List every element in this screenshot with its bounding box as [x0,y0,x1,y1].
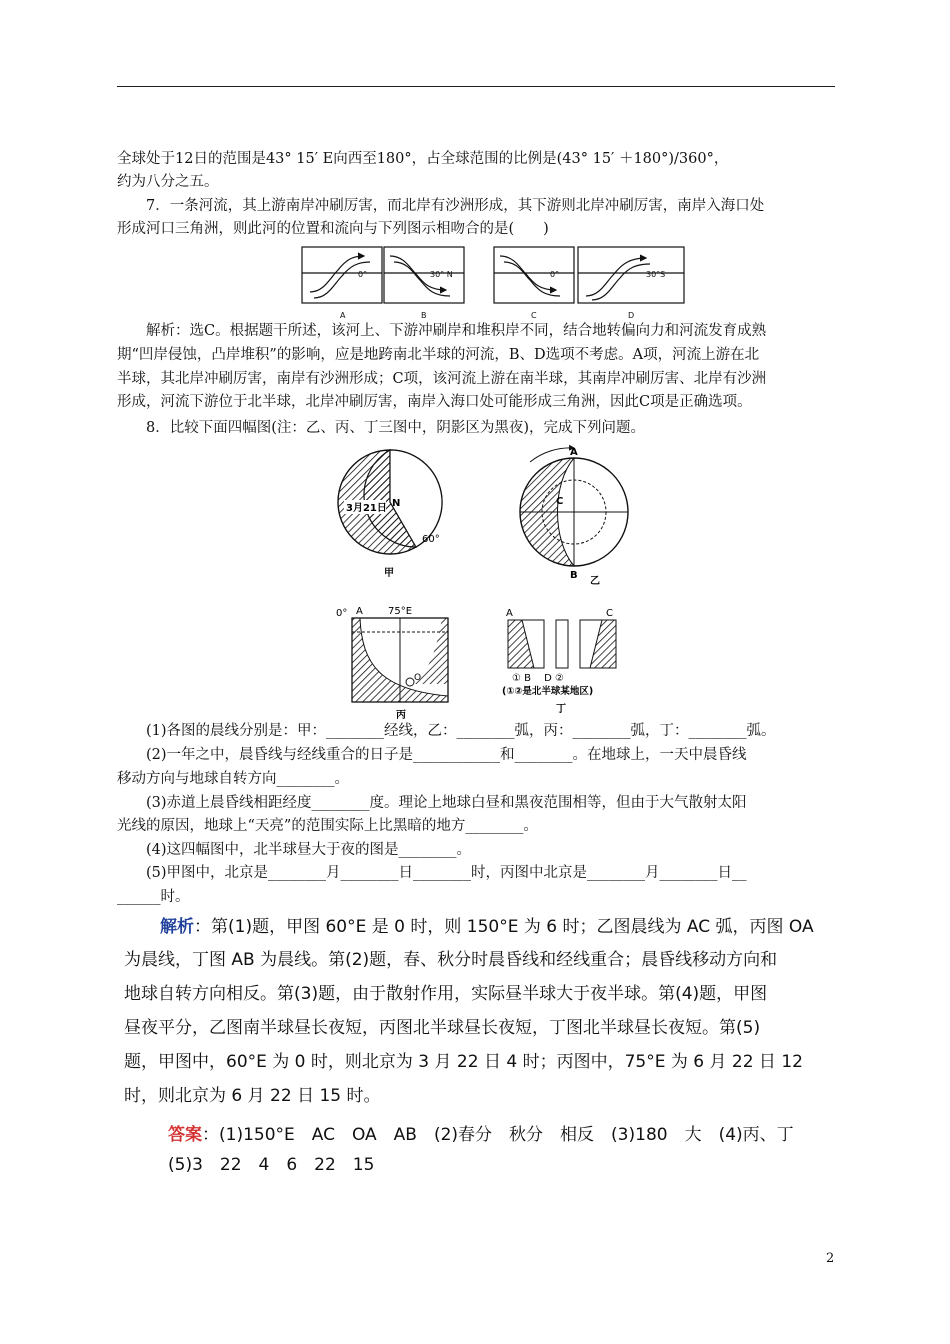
analysis-label: 解析 [160,917,194,937]
panel-c-frame [494,247,574,303]
ding-c: C [606,608,613,619]
analysis-line-1: 解析：第(1)题，甲图 60°E 是 0 时，则 150°E 为 6 时；乙图晨线为 AC 弧，丙图 OA [160,917,814,937]
sub-question-3-cont: 光线的原因，地球上“天亮”的范围实际上比黑暗的地方________。 [117,818,538,834]
panel-a-frame [302,247,382,303]
panel-a-letter: A [340,311,346,320]
yi-top: A [570,447,578,458]
question-8: 8．比较下面四幅图(注：乙、丙、丁三图中，阴影区为黑夜)，完成下列问题。 [146,420,646,436]
yi-center: C [556,496,564,507]
sub-question-5-cont: ______时。 [117,889,190,905]
explanation-7: 期“凹岸侵蚀，凸岸堆积”的影响，应是地跨南北半球的河流，B、D选项不考虑。A项，河流上游在北 [117,347,760,363]
sub-question-3: (3)赤道上晨昏线相距经度________度。理论上地球白昼和黑夜范围相等，但由于大气散射太阳 [146,795,747,811]
panel-c-letter: C [531,311,537,320]
question-7: 7．一条河流，其上游南岸冲刷厉害，而北岸有沙洲形成，其下游则北岸冲刷厉害，南岸入海口处 [146,198,765,214]
panel-d-letter: D [628,311,635,320]
panel-a-lat: 0° [358,270,368,279]
panel-b-lat: 30° N [430,270,453,279]
diagram-yi [520,447,628,587]
sub-question-2-cont: 移动方向与地球自转方向________。 [117,771,349,787]
analysis-line: 地球自转方向相反。第(3)题，由于散射作用，实际昼半球大于夜半球。第(4)题，甲图 [124,984,768,1004]
jia-meridian: 60° [422,534,440,545]
figure-7-river-options [300,244,690,322]
jia-pole: N [392,498,401,509]
answer-line-1: 答案：(1)150°E AC OA AB (2)春分 秋分 相反 (3)180 大 (4)丙、丁 [168,1125,794,1145]
answer-label: 答案 [168,1125,202,1145]
explanation-7: 半球，其北岸冲刷厉害，南岸有沙洲形成；C项，该河流上游在南半球，其南岸冲刷厉害、北岸有沙洲 [117,371,767,387]
panel-b-letter: B [421,311,427,320]
diagram-jia [338,450,442,579]
bing-caption: 丙 [396,710,406,720]
bing-equator: 0° [336,608,348,619]
text-line: 约为八分之五。 [117,174,219,190]
text-line: 全球处于12日的范围是43° 15′ E向西至180°，占全球范围的比例是(43° 15′ ＋180°)/360°， [117,151,729,167]
panel-d-lat: 30°S [646,270,666,279]
ding-bottom: ① B D ② [512,673,565,684]
explanation-7: 形成，河流下游位于北半球，北岸冲刷厉害，南岸入海口处可能形成三角洲，因此C项是正确选项。 [117,394,752,410]
diagram-bing [336,606,448,720]
header-rule [117,86,835,87]
sub-question-1: (1)各图的晨线分别是：甲：________经线，乙：________弧，丙：________弧，丁：________弧。 [146,723,776,739]
explanation-7: 解析：选C。根据题干所述，该河上、下游冲刷岸和堆积岸不同，结合地转偏向力和河流发育成熟 [146,323,767,339]
diagram-ding [502,608,616,715]
sub-question-4: (4)这四幅图中，北半球昼大于夜的图是________。 [146,842,472,858]
analysis-line: 时，则北京为 6 月 22 日 15 时。 [124,1086,381,1106]
question-7-cont: 形成河口三角洲，则此河的位置和流向与下列图示相吻合的是( ) [117,221,549,237]
figure-8-terminator-diagrams [330,444,650,720]
answer-line-2: (5)3 22 4 6 22 15 [168,1155,375,1175]
analysis-line: 昼夜平分，乙图南半球昼长夜短，丙图北半球昼长夜短，丁图北半球昼长夜短。第(5) [124,1018,761,1038]
page-number: 2 [826,1251,835,1266]
bing-a: A [356,606,363,617]
yi-caption: 乙 [590,576,600,587]
panel-c-lat: 0° [550,270,560,279]
yi-bottom: B [570,570,578,581]
ding-caption: 丁 [556,704,566,715]
sub-question-2: (2)一年之中，晨昏线与经线重合的日子是____________和________。在地球上，一天中晨昏线 [146,747,747,763]
bing-meridian: 75°E [388,606,413,617]
sub-question-5: (5)甲图中，北京是________月________日________时，丙图中北京是________月________日__ [146,865,747,881]
ding-note: (①②是北半球某地区) [502,686,594,697]
analysis-line: 为晨线，丁图 AB 为晨线。第(2)题，春、秋分时晨昏线和经线重合；晨昏线移动方向和 [124,950,778,970]
ding-a: A [506,608,513,619]
analysis-line: 题，甲图中，60°E 为 0 时，则北京为 3 月 22 日 4 时；丙图中，75°E 为 6 月 22 日 12 [124,1052,803,1072]
jia-caption: 甲 [384,568,394,579]
bing-o: O [414,673,422,683]
jia-date: 3月21日 [346,503,387,514]
